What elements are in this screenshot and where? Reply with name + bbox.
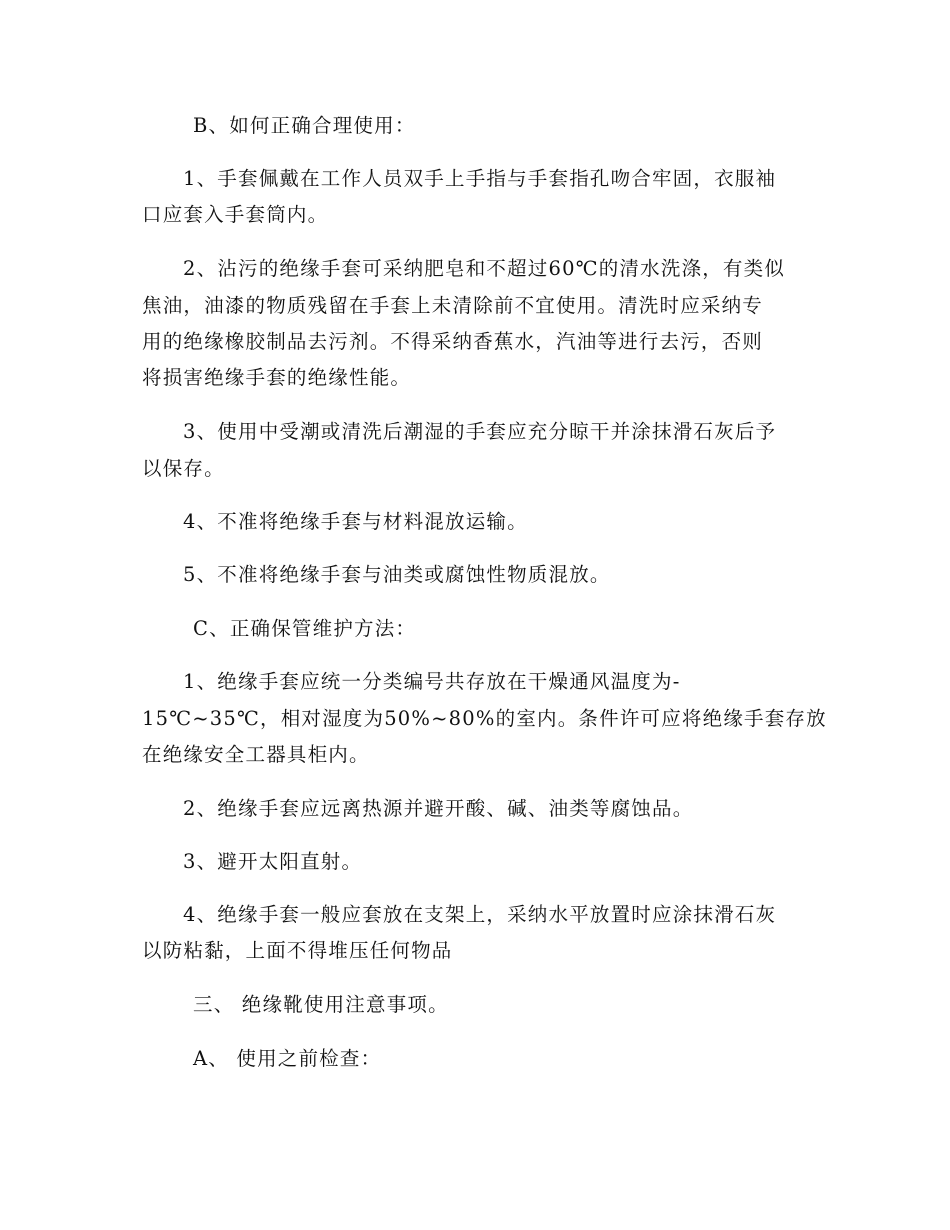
- paragraph-line: 2、绝缘手套应远离热源并避开酸、碱、油类等腐蚀品。: [183, 797, 694, 820]
- paragraph-line: 用的绝缘橡胶制品去污剂。不得采纳香蕉水，汽油等进行去污，否则: [142, 330, 764, 353]
- paragraph-line: 焦油，油漆的物质残留在手套上未清除前不宜使用。清洗时应采纳专: [142, 294, 764, 317]
- paragraph-line: 口应套入手套筒内。: [142, 203, 329, 226]
- paragraph-line: 15℃~35℃，相对湿度为50%~80%的室内。条件许可应将绝缘手套存放: [142, 707, 827, 730]
- paragraph-line: 3、使用中受潮或清洗后潮湿的手套应充分晾干并涂抹滑石灰后予: [183, 420, 777, 443]
- paragraph-line: 5、不准将绝缘手套与油类或腐蚀性物质混放。: [183, 563, 611, 586]
- paragraph-line: 以防粘黏，上面不得堆压任何物品: [142, 939, 453, 962]
- paragraph-line: 4、不准将绝缘手套与材料混放运输。: [183, 510, 528, 533]
- subsection-heading-a: A、 使用之前检查：: [193, 1047, 382, 1070]
- paragraph-line: 在绝缘安全工器具柜内。: [142, 743, 370, 766]
- paragraph-line: 4、绝缘手套一般应套放在支架上，采纳水平放置时应涂抹滑石灰: [183, 903, 777, 926]
- section-heading-c: C、正确保管维护方法：: [193, 617, 417, 640]
- paragraph-line: 1、绝缘手套应统一分类编号共存放在干燥通风温度为-: [183, 670, 681, 693]
- section-heading-3: 三、 绝缘靴使用注意事项。: [193, 993, 449, 1016]
- paragraph-line: 3、避开太阳直射。: [183, 850, 363, 873]
- paragraph-line: 以保存。: [142, 457, 225, 480]
- paragraph-line: 1、手套佩戴在工作人员双手上手指与手套指孔吻合牢固，衣服袖: [183, 167, 777, 190]
- paragraph-line: 2、沾污的绝缘手套可采纳肥皂和不超过60℃的清水洗涤，有类似: [183, 257, 786, 280]
- paragraph-line: 将损害绝缘手套的绝缘性能。: [142, 366, 412, 389]
- section-heading-b: B、如何正确合理使用：: [193, 114, 416, 137]
